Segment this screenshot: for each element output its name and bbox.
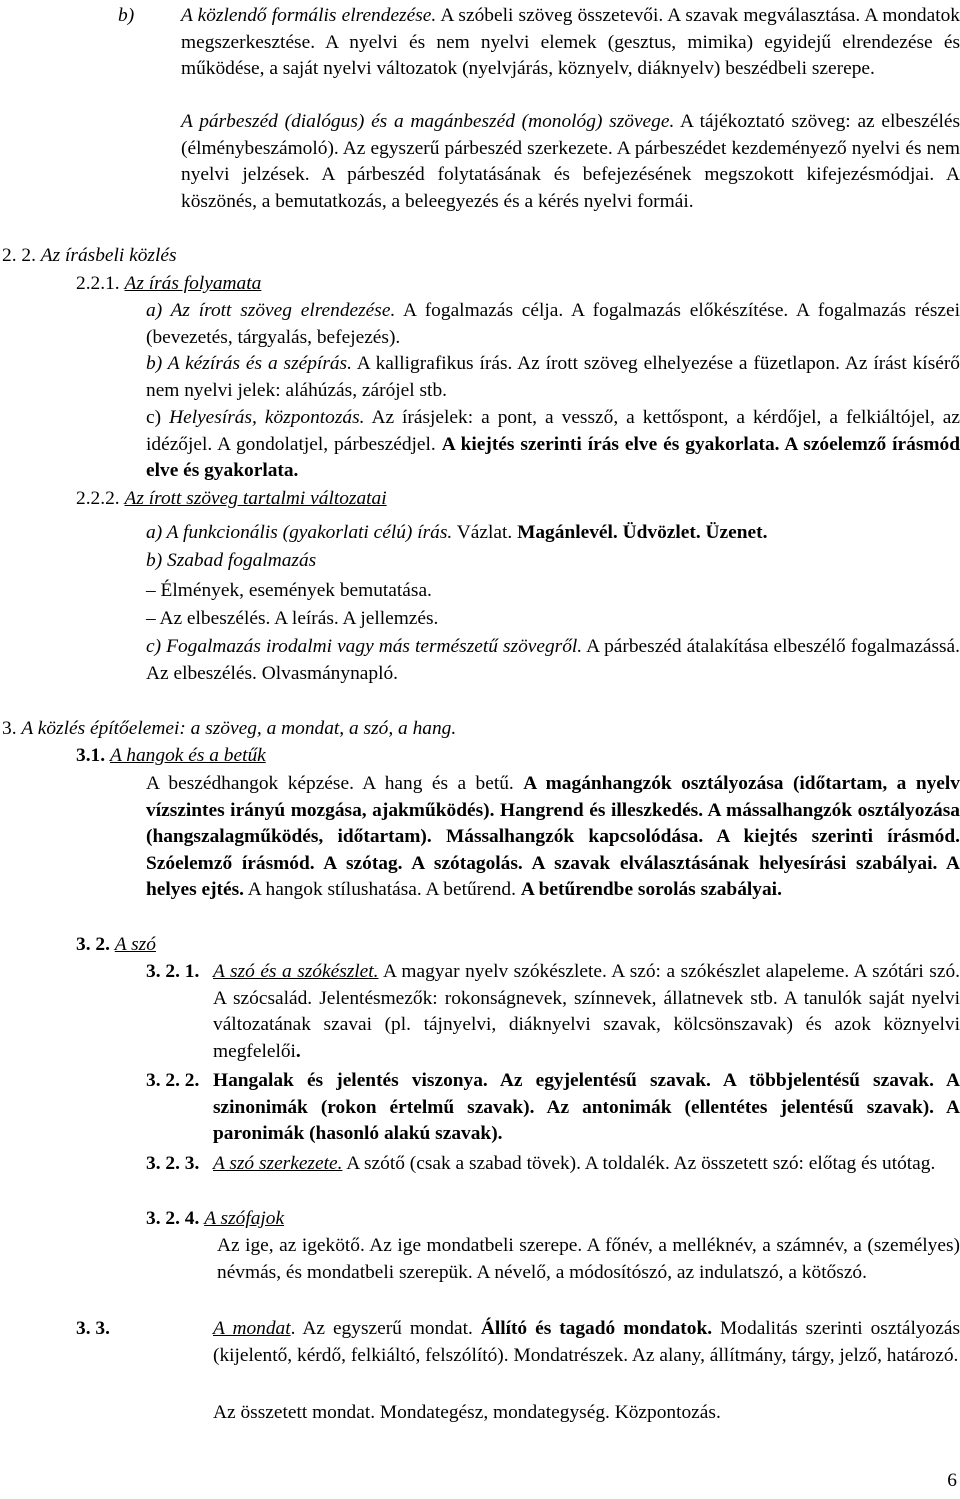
item-label: c) — [146, 407, 162, 428]
heading-title: A szó — [114, 934, 156, 955]
section-2-2-2-b — [146, 548, 316, 575]
item-text: A szóbeli szöveg összetevői. A szavak megválasztása. A mondatok megszerkesztése. A nyelvi és nem nyelvi elemek (gesztus, mimika) egyidejű elrendezése és működése, a saját nyelvi változatok (nyelvjárás, köznyelv, diáknyelv) beszédbeli szerepe. — [181, 5, 960, 80]
heading-number: 3.1. — [76, 745, 106, 766]
item-text: A párbeszéd átalakítása elbeszélő fogalmazássá. Az elbeszélés. Olvasmánynapló. — [146, 636, 960, 684]
heading-3-1 — [76, 743, 266, 770]
item-text: Vázlat. — [452, 522, 518, 543]
section-3-3-compound: Az összetett mondat. Mondategész, mondategység. Központozás. — [213, 1402, 721, 1423]
heading-title: Az írott szöveg tartalmi változatai — [124, 488, 387, 509]
heading-2-2 — [2, 243, 177, 270]
item-number: 3. 2. 4. — [146, 1208, 200, 1229]
item-bold-text: A betűrendbe sorolás szabályai. — [520, 879, 782, 901]
heading-2-2-1 — [76, 271, 261, 298]
section-3-2-2 — [146, 1068, 960, 1148]
heading-number: 2.2.2. — [76, 488, 120, 509]
item-title: A szó és a szókészlet. — [213, 961, 379, 982]
section-3-2-3 — [146, 1151, 960, 1178]
section-2-2-1-c — [146, 405, 960, 485]
item-number: 3. 2. 1. — [146, 961, 200, 982]
page-number: 6 — [947, 1470, 957, 1491]
heading-title: Az írás folyamata — [124, 273, 262, 294]
dash-item: – Az elbeszélés. A leírás. A jellemzés. — [146, 608, 439, 629]
section-2-2-2-c — [146, 634, 960, 687]
item-text: A fogalmazás célja. A fogalmazás előkészítése. A fogalmazás részei (bevezetés, tárgyalás, befejezés). — [146, 300, 960, 348]
item-text: Modalitás szerinti osztályozás (kijelentő, kérdő, felkiáltó, felszólító). Mondatrészek. Az alany, állítmány, tárgy, jelző, határozó. — [213, 1318, 960, 1366]
section-3-2-4-text: Az ige, az igekötő. Az ige mondatbeli szerepe. A főnév, a melléknév, a számnév, a (személyes) névmás, és mondatbeli szerepük. A névelő, a módosítószó, az indulatszó, a kötőszó. — [217, 1235, 960, 1283]
heading-number: 3. — [2, 718, 17, 739]
item-title: A közlendő formális elrendezése. — [181, 5, 437, 26]
item-bold-text: Hangalak és jelentés viszonya. Az egyjelentésű szavak. A többjelentésű szavak. A szinonimák (rokon értelmű szavak). Az antonimák (ellentétes jelentésű szavak). A paronimák (hasonló alakú szavak). — [213, 1070, 960, 1145]
item-title: b) Szabad fogalmazás — [146, 550, 317, 571]
item-text: A magyar nyelv szókészlete. A szó: a szókészlet alapeleme. A szótári szó. A szócsalád. Jelentésmezők: rokonságnevek, színnevek, állatnevek stb. A tanulók saját nyelvi változatának szavai (pl. tájnyelvi, diáknyelvi szavak, kölcsönszavak) és azok köznyelvi megfelelői — [213, 961, 960, 1062]
item-text: A tájékoztató szöveg: az elbeszélés (élménybeszámoló). Az egyszerű párbeszéd szerkezete. A párbeszédet kezdeményező nyelvi és nem nyelvi jelzések. A párbeszéd folytatásának és befejezésének megszokott kifejezésmódjai. A köszönés, a bemutatkozás, a beleegyezés és a kérés nyelvi formái. — [181, 111, 960, 212]
section-b-formal-arrangement — [118, 3, 960, 83]
item-text: A szótő (csak a szabad tövek). A toldalék. Az összetett szó: előtag és utótag. — [342, 1153, 936, 1174]
heading-title: A közlés építőelemei: a szöveg, a mondat, a szó, a hang. — [21, 718, 457, 739]
heading-number: 2. 2. — [2, 245, 36, 266]
section-3-2-1 — [146, 959, 960, 1065]
item-title: a) A funkcionális (gyakorlati célú) írás. — [146, 522, 453, 543]
item-text: A beszédhangok képzése. A hang és a betű. — [146, 773, 524, 794]
item-number: 3. 2. 3. — [146, 1153, 200, 1174]
dash-item: – Élmények, események bemutatása. — [146, 580, 432, 601]
item-label: b) — [118, 5, 135, 26]
item-title: b) A kézírás és a szépírás. — [146, 353, 352, 374]
item-title: A mondat — [213, 1318, 291, 1339]
item-bold-text: Magánlevél. Üdvözlet. Üzenet. — [517, 522, 768, 543]
section-3-2-4-heading — [146, 1206, 284, 1233]
item-title: Helyesírás, központozás. — [169, 407, 365, 428]
section-2-2-2-a — [146, 520, 767, 547]
item-number: 3. 2. 2. — [146, 1070, 200, 1091]
item-bold-text: Állító és tagadó mondatok. — [480, 1318, 713, 1339]
heading-3 — [2, 716, 456, 743]
item-bold-text: A magánhangzók osztályozása (időtartam, a nyelv vízszintes irányú mozgása, ajakműködés). Hangrend és illeszkedés. A mássalhangzók osztályozása (hangszalagműködés, időtartam). Mássalhangzók kapcsolódása. A kiejtés szerinti írásmód. Szóelemző írásmód. A szótag. A szótagolás. A szavak elválasztásának helyesírási szabályai. A helyes ejtés. — [146, 773, 960, 901]
section-2-2-1-a — [146, 298, 960, 351]
item-title: c) Fogalmazás irodalmi vagy más természetű szövegről. — [146, 636, 583, 657]
heading-title: Az írásbeli közlés — [40, 245, 177, 266]
item-title: A szó szerkezete. — [213, 1153, 343, 1174]
item-text-end: . — [295, 1040, 301, 1062]
section-c-dialogue — [181, 109, 960, 215]
section-3-3 — [76, 1316, 960, 1369]
item-text: Az írásjelek: a pont, a vessző, a kettőspont, a kérdőjel, a felkiáltójel, az idézőjel. A gondolatjel, párbeszédjel. — [146, 407, 960, 455]
section-3-1-text — [146, 771, 960, 904]
heading-number: 2.2.1. — [76, 273, 120, 294]
heading-number: 3. 2. — [76, 934, 110, 955]
item-bold-text: A kiejtés szerinti írás elve és gyakorlata. A szóelemző írásmód elve és gyakorlata. — [146, 433, 960, 482]
section-2-2-1-b — [146, 351, 960, 404]
item-text: . Az egyszerű mondat. — [290, 1318, 481, 1339]
item-text: A kalligrafikus írás. Az írott szöveg elhelyezése a füzetlapon. Az írást kísérő nem nyelvi jelek: aláhúzás, zárójel stb. — [146, 353, 960, 401]
heading-3-2 — [76, 932, 156, 959]
heading-2-2-2 — [76, 486, 387, 513]
item-title: A párbeszéd (dialógus) és a magánbeszéd (monológ) szövege. — [181, 111, 675, 132]
item-number: 3. 3. — [76, 1318, 110, 1339]
item-title: a) Az írott szöveg elrendezése. — [146, 300, 396, 321]
heading-title: A hangok és a betűk — [109, 745, 266, 766]
item-text: A hangok stílushatása. A betűrend. — [244, 879, 521, 901]
item-title: A szófajok — [204, 1208, 285, 1229]
